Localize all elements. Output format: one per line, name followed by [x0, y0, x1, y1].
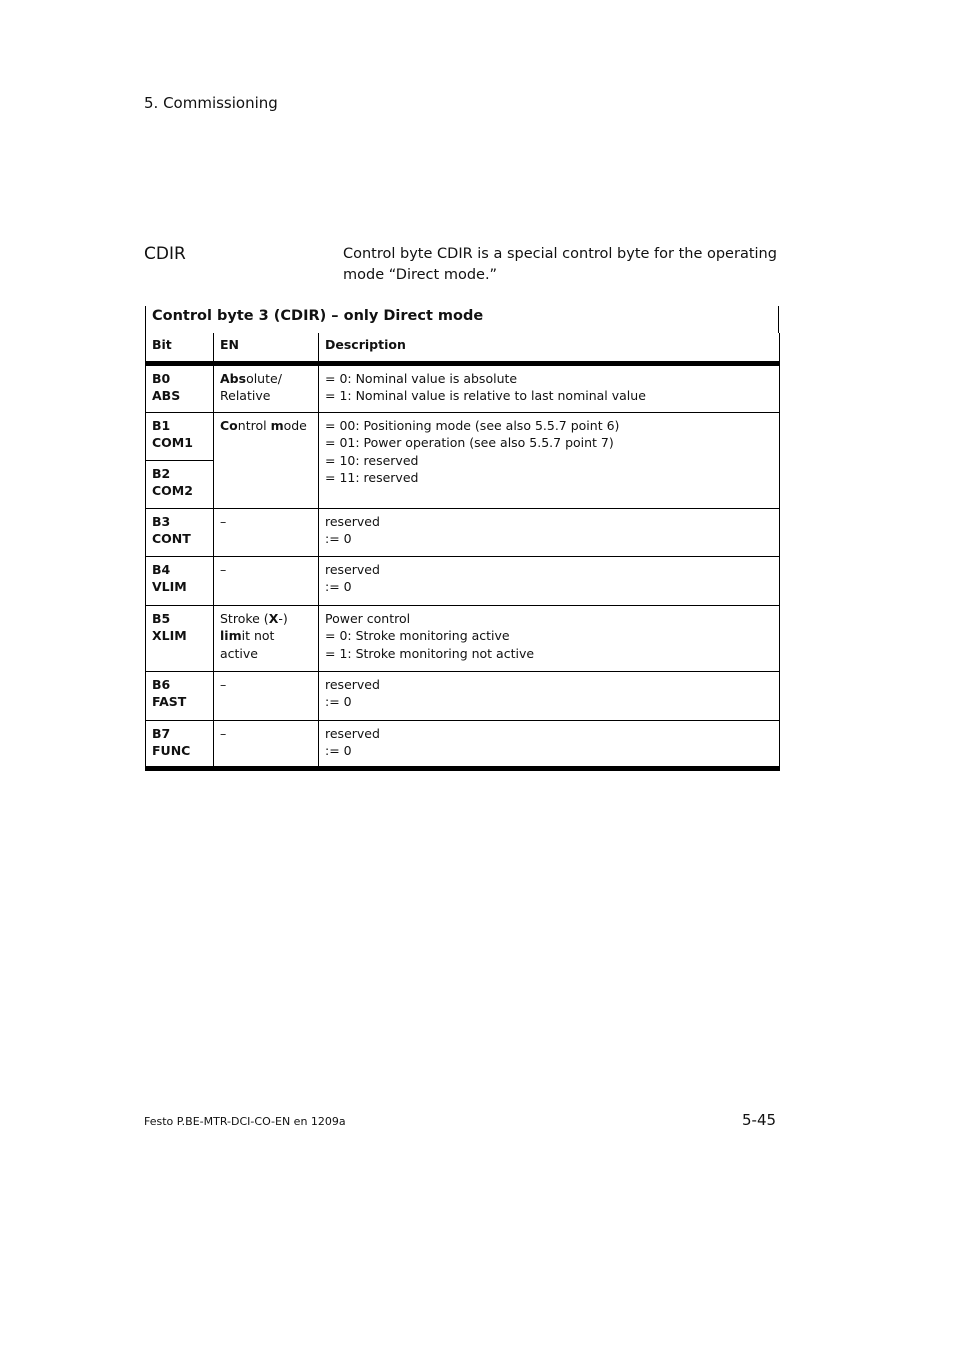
bit-cell — [146, 605, 214, 671]
bit-cell — [146, 412, 214, 460]
en-text: it not active — [220, 628, 275, 661]
bit-cell — [146, 671, 214, 720]
table-row — [146, 508, 780, 556]
bit-cell — [146, 363, 214, 412]
bit-name: ABS — [152, 388, 181, 403]
footer-document-id: Festo P.BE-MTR-DCI-CO-EN en 1209a — [144, 1115, 346, 1128]
description-cell — [319, 720, 780, 768]
table-row — [146, 556, 780, 605]
description-line: := 0 — [325, 743, 352, 758]
bit-cell — [146, 720, 214, 768]
description-cell — [319, 508, 780, 556]
description-line: reserved — [325, 725, 380, 741]
description-cell — [319, 363, 780, 412]
section-intro-text: Control byte CDIR is a special control byte for the operating mode “Direct mode.” — [343, 246, 777, 283]
en-bold-part: Co — [220, 417, 238, 433]
section-side-title: CDIR — [144, 244, 186, 264]
table-row — [146, 412, 780, 460]
bit-number: B2 — [152, 465, 171, 481]
description-line: = 0: Nominal value is absolute — [325, 370, 518, 386]
bit-name: COM2 — [152, 483, 193, 498]
bit-name: XLIM — [152, 628, 187, 643]
en-cell: – — [214, 720, 319, 768]
en-cell: – — [214, 671, 319, 720]
bit-number: B7 — [152, 725, 171, 741]
table-header-row — [146, 333, 780, 363]
en-cell — [214, 605, 319, 671]
en-cell: – — [214, 508, 319, 556]
table-title: Control byte 3 (CDIR) – only Direct mode — [145, 306, 779, 333]
en-bold-part: lim — [220, 628, 242, 643]
footer-page-number: 5-45 — [742, 1111, 777, 1129]
description-cell — [319, 605, 780, 671]
bit-number: B0 — [152, 370, 171, 386]
bit-number: B6 — [152, 676, 171, 692]
en-cell — [214, 363, 319, 412]
bit-cell — [146, 556, 214, 605]
description-line: = 01: Power operation (see also 5.5.7 point 7) — [325, 435, 614, 450]
table-row — [146, 671, 780, 720]
bit-name: CONT — [152, 531, 191, 546]
column-header-en: EN — [214, 333, 319, 363]
description-line: reserved — [325, 561, 380, 577]
description-line: = 0: Stroke monitoring active — [325, 628, 510, 643]
description-line: := 0 — [325, 579, 352, 594]
table-grid — [145, 333, 780, 771]
bit-cell — [146, 508, 214, 556]
en-text: olute/ — [246, 370, 282, 386]
description-line: reserved — [325, 676, 380, 692]
description-line: Power control — [325, 610, 411, 626]
en-text: -) — [278, 610, 288, 626]
bit-name: FAST — [152, 694, 187, 709]
bit-name: FUNC — [152, 743, 191, 758]
description-line: = 1: Stroke monitoring not active — [325, 645, 535, 661]
description-cell — [319, 412, 780, 508]
description-line: := 0 — [325, 531, 352, 546]
en-bold-part: m — [270, 417, 284, 433]
en-text: Stroke ( — [220, 610, 269, 626]
en-bold-part: X — [268, 610, 279, 626]
table-row — [146, 363, 780, 412]
en-text-line2: Relative — [220, 388, 271, 403]
en-text: ntrol — [237, 417, 271, 433]
description-line: = 00: Positioning mode (see also 5.5.7 point 6) — [325, 417, 620, 433]
description-cell — [319, 556, 780, 605]
description-line: = 10: reserved — [325, 452, 419, 468]
bit-number: B4 — [152, 561, 171, 577]
control-byte-table — [145, 306, 779, 771]
bit-name: COM1 — [152, 435, 193, 450]
description-line: reserved — [325, 513, 380, 529]
table-row — [146, 605, 780, 671]
en-cell — [214, 412, 319, 508]
bit-number: B1 — [152, 417, 171, 433]
bit-cell — [146, 460, 214, 508]
description-line: := 0 — [325, 694, 352, 709]
chapter-heading: 5. Commissioning — [144, 94, 278, 112]
bit-number: B5 — [152, 610, 171, 626]
description-line: = 11: reserved — [325, 470, 419, 485]
description-line: = 1: Nominal value is relative to last nominal value — [325, 388, 646, 403]
column-header-description: Description — [319, 333, 780, 363]
en-cell: – — [214, 556, 319, 605]
en-text: ode — [283, 417, 307, 433]
description-cell — [319, 671, 780, 720]
en-bold-part: Abs — [220, 370, 247, 386]
bit-name: VLIM — [152, 579, 187, 594]
table-row — [146, 720, 780, 768]
column-header-bit: Bit — [146, 333, 214, 363]
bit-number: B3 — [152, 513, 171, 529]
